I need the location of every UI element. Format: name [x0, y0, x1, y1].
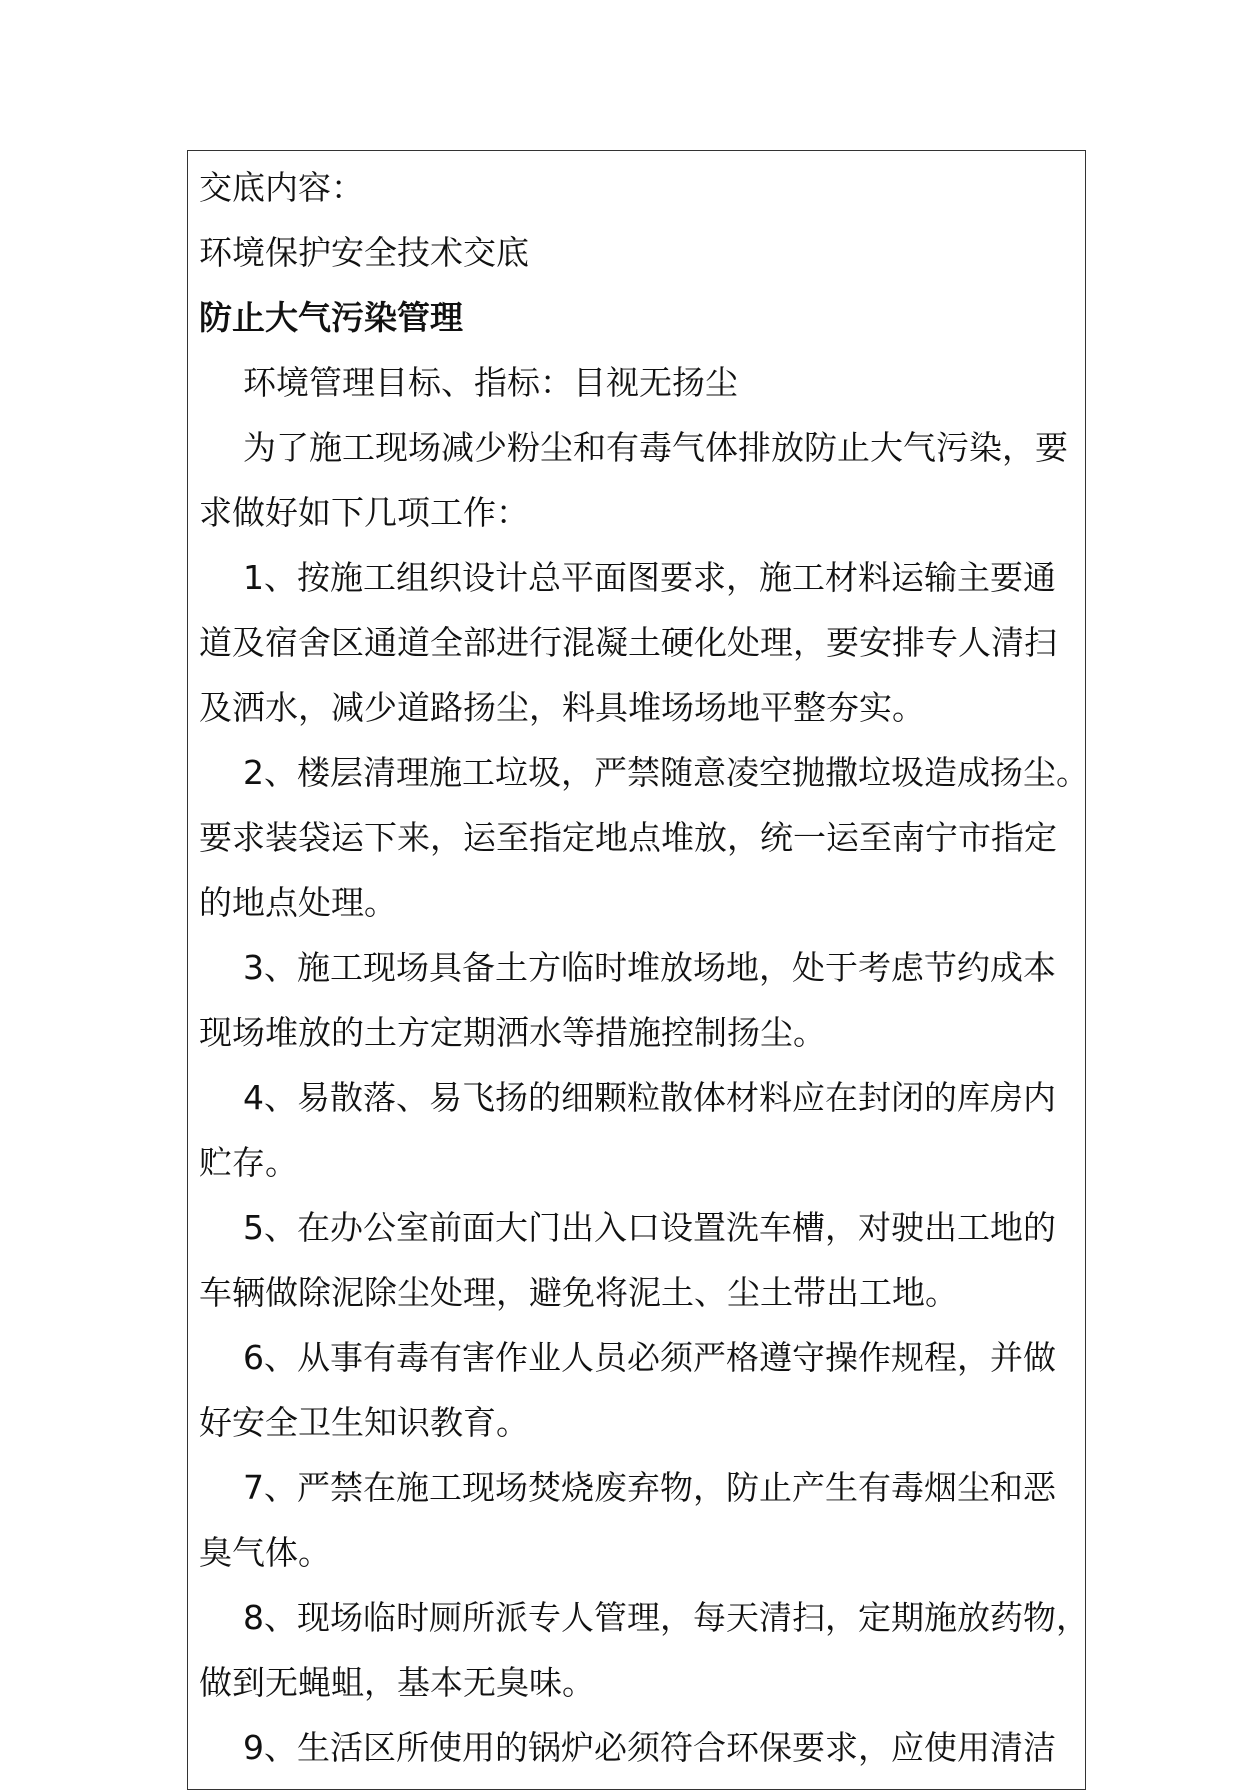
- item-7-line: 臭气体。: [199, 1533, 331, 1572]
- item-1-line: 道及宿舍区通道全部进行混凝土硬化处理，要安排专人清扫: [199, 623, 1057, 662]
- item-8-line: 做到无蝇蛆，基本无臭味。: [199, 1663, 595, 1702]
- item-6-line: 6、从事有毒有害作业人员必须严格遵守操作规程，并做: [243, 1338, 1056, 1377]
- item-2-line: 的地点处理。: [199, 883, 397, 922]
- item-7-line: 7、严禁在施工现场焚烧废弃物，防止产生有毒烟尘和恶: [243, 1468, 1056, 1507]
- section-heading: 防止大气污染管理: [199, 298, 463, 337]
- item-1-line: 1、按施工组织设计总平面图要求，施工材料运输主要通: [243, 558, 1056, 597]
- target-line: 环境管理目标、指标：目视无扬尘: [243, 363, 738, 402]
- item-2-line: 要求装袋运下来，运至指定地点堆放，统一运至南宁市指定: [199, 818, 1057, 857]
- item-3-line: 现场堆放的土方定期洒水等措施控制扬尘。: [199, 1013, 826, 1052]
- document-content: [199, 155, 1089, 1780]
- disclosure-label: 交底内容：: [199, 168, 364, 207]
- document-title: 环境保护安全技术交底: [199, 233, 529, 272]
- item-8-line: 8、现场临时厕所派专人管理，每天清扫，定期施放药物，: [243, 1598, 1089, 1637]
- item-4-line: 贮存。: [199, 1143, 298, 1182]
- item-4-line: 4、易散落、易飞扬的细颗粒散体材料应在封闭的库房内: [243, 1078, 1056, 1117]
- item-9-line: 9、生活区所使用的锅炉必须符合环保要求，应使用清洁: [243, 1728, 1056, 1767]
- intro-paragraph-line: 为了施工现场减少粉尘和有毒气体排放防止大气污染，要: [243, 428, 1068, 467]
- item-2-line: 2、楼层清理施工垃圾，严禁随意凌空抛撒垃圾造成扬尘。: [243, 753, 1089, 792]
- item-5-line: 5、在办公室前面大门出入口设置洗车槽，对驶出工地的: [243, 1208, 1056, 1247]
- intro-paragraph-line: 求做好如下几项工作：: [199, 493, 529, 532]
- item-3-line: 3、施工现场具备土方临时堆放场地，处于考虑节约成本: [243, 948, 1056, 987]
- item-6-line: 好安全卫生知识教育。: [199, 1403, 529, 1442]
- item-5-line: 车辆做除泥除尘处理，避免将泥土、尘土带出工地。: [199, 1273, 958, 1312]
- item-1-line: 及洒水，减少道路扬尘，料具堆场场地平整夯实。: [199, 688, 925, 727]
